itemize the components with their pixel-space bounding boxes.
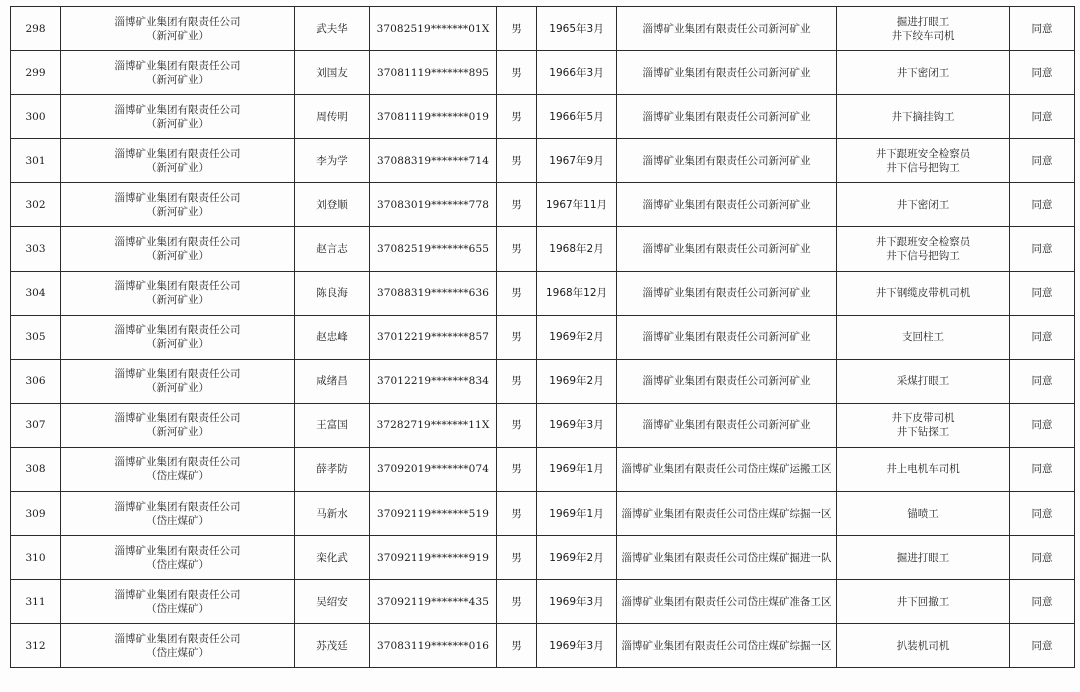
job-cell [837,183,1010,227]
opinion-cell: 同意 [1010,447,1075,491]
unit-cell [61,227,295,271]
unit-cell-line: 淄博矿业集团有限责任公司 [114,456,241,469]
unit-cell-line: 淄博矿业集团有限责任公司 [114,280,241,293]
sex-cell: 男 [497,95,537,139]
job-cell-line: 井下密闭工 [896,198,950,211]
job-cell-line: 掘进打眼工 [896,551,950,564]
date-cell: 1966年3月 [537,51,617,95]
opinion-cell: 同意 [1010,227,1075,271]
table-row [11,7,1075,51]
unit-cell [61,403,295,447]
unit-cell-line: （新河矿业） [146,426,209,439]
table-row [11,403,1075,447]
unit-cell-line: 淄博矿业集团有限责任公司 [114,412,241,425]
unit-cell-line: 淄博矿业集团有限责任公司 [114,103,241,116]
unit-cell [61,580,295,624]
table-row [11,536,1075,580]
unit-cell-line: （岱庄煤矿） [146,470,209,483]
opinion-cell: 同意 [1010,359,1075,403]
unit-cell-line: （岱庄煤矿） [146,558,209,571]
sex-cell: 男 [497,315,537,359]
unit-cell [61,492,295,536]
row-index: 302 [11,183,61,227]
org-cell: 淄博矿业集团有限责任公司新河矿业 [617,403,837,447]
job-cell [837,580,1010,624]
unit-cell [61,183,295,227]
job-cell-line: 掘进打眼工 [896,15,950,28]
id-number-cell: 37081119*******019 [370,95,497,139]
unit-cell-line: （新河矿业） [146,294,209,307]
job-cell-line: 井下信号把钩工 [886,250,960,263]
org-cell: 淄博矿业集团有限责任公司岱庄煤矿综掘一区 [617,624,837,668]
name-cell: 周传明 [295,95,370,139]
row-index: 305 [11,315,61,359]
job-cell-line: 采煤打眼工 [896,375,950,388]
name-cell: 苏茂廷 [295,624,370,668]
sex-cell: 男 [497,139,537,183]
unit-cell-line: 淄博矿业集团有限责任公司 [114,368,241,381]
unit-cell-line: 淄博矿业集团有限责任公司 [114,59,241,72]
table-row [11,624,1075,668]
unit-cell-line: （岱庄煤矿） [146,602,209,615]
opinion-cell: 同意 [1010,139,1075,183]
job-cell-line: 井上电机车司机 [886,463,960,476]
org-cell: 淄博矿业集团有限责任公司岱庄煤矿准备工区 [617,580,837,624]
job-cell-line: 井下回撤工 [896,595,950,608]
table-row [11,139,1075,183]
job-cell-line: 井下钢缆皮带机司机 [875,287,971,300]
name-cell: 马新水 [295,492,370,536]
job-cell [837,51,1010,95]
org-cell: 淄博矿业集团有限责任公司新河矿业 [617,7,837,51]
opinion-cell: 同意 [1010,95,1075,139]
unit-cell [61,139,295,183]
unit-cell-line: （新河矿业） [146,29,209,42]
date-cell: 1969年2月 [537,315,617,359]
date-cell: 1966年5月 [537,95,617,139]
id-number-cell: 37083019*******778 [370,183,497,227]
id-number-cell: 37082519*******655 [370,227,497,271]
opinion-cell: 同意 [1010,7,1075,51]
name-cell: 李为学 [295,139,370,183]
row-index: 306 [11,359,61,403]
job-cell [837,359,1010,403]
id-number-cell: 37012219*******834 [370,359,497,403]
id-number-cell: 37092119*******919 [370,536,497,580]
name-cell: 赵忠峰 [295,315,370,359]
job-cell-line: 井下绞车司机 [891,29,955,42]
personnel-table [10,6,1075,668]
job-cell [837,315,1010,359]
unit-cell-line: 淄博矿业集团有限责任公司 [114,500,241,513]
name-cell: 薛孝防 [295,447,370,491]
id-number-cell: 37081119*******895 [370,51,497,95]
table-row [11,227,1075,271]
job-cell [837,7,1010,51]
date-cell: 1967年11月 [537,183,617,227]
row-index: 309 [11,492,61,536]
table-row [11,447,1075,491]
unit-cell [61,7,295,51]
org-cell: 淄博矿业集团有限责任公司新河矿业 [617,95,837,139]
sex-cell: 男 [497,359,537,403]
row-index: 304 [11,271,61,315]
job-cell-line: 支回柱工 [902,331,944,344]
job-cell-line: 扒装机司机 [896,639,950,652]
date-cell: 1969年3月 [537,403,617,447]
job-cell [837,624,1010,668]
opinion-cell: 同意 [1010,51,1075,95]
job-cell-line: 井下跟班安全检察员 [875,236,971,249]
row-index: 311 [11,580,61,624]
unit-cell-line: （新河矿业） [146,117,209,130]
job-cell [837,536,1010,580]
sex-cell: 男 [497,183,537,227]
name-cell: 栾化武 [295,536,370,580]
job-cell-line: 井下跟班安全检察员 [875,147,971,160]
row-index: 310 [11,536,61,580]
unit-cell-line: 淄博矿业集团有限责任公司 [114,544,241,557]
sex-cell: 男 [497,271,537,315]
unit-cell [61,315,295,359]
name-cell: 王富国 [295,403,370,447]
unit-cell-line: 淄博矿业集团有限责任公司 [114,324,241,337]
date-cell: 1969年2月 [537,536,617,580]
id-number-cell: 37082519*******01X [370,7,497,51]
id-number-cell: 37282719*******11X [370,403,497,447]
unit-cell-line: （新河矿业） [146,382,209,395]
unit-cell [61,447,295,491]
table-row [11,359,1075,403]
opinion-cell: 同意 [1010,536,1075,580]
org-cell: 淄博矿业集团有限责任公司新河矿业 [617,139,837,183]
sex-cell: 男 [497,536,537,580]
name-cell: 陈良海 [295,271,370,315]
unit-cell-line: （新河矿业） [146,250,209,263]
job-cell [837,139,1010,183]
job-cell-line: 井下密闭工 [896,66,950,79]
unit-cell-line: （新河矿业） [146,338,209,351]
id-number-cell: 37092019*******074 [370,447,497,491]
table-row [11,580,1075,624]
job-cell [837,403,1010,447]
id-number-cell: 37088319*******714 [370,139,497,183]
opinion-cell: 同意 [1010,580,1075,624]
name-cell: 咸绪昌 [295,359,370,403]
row-index: 307 [11,403,61,447]
date-cell: 1965年3月 [537,7,617,51]
unit-cell-line: 淄博矿业集团有限责任公司 [114,15,241,28]
row-index: 299 [11,51,61,95]
row-index: 303 [11,227,61,271]
sex-cell: 男 [497,7,537,51]
id-number-cell: 37092119*******435 [370,580,497,624]
date-cell: 1968年2月 [537,227,617,271]
job-cell-line: 井下皮带司机 [891,412,955,425]
date-cell: 1969年3月 [537,580,617,624]
sex-cell: 男 [497,624,537,668]
table-row [11,271,1075,315]
org-cell: 淄博矿业集团有限责任公司新河矿业 [617,183,837,227]
opinion-cell: 同意 [1010,315,1075,359]
opinion-cell: 同意 [1010,403,1075,447]
row-index: 298 [11,7,61,51]
opinion-cell: 同意 [1010,624,1075,668]
job-cell [837,95,1010,139]
org-cell: 淄博矿业集团有限责任公司新河矿业 [617,315,837,359]
sex-cell: 男 [497,227,537,271]
unit-cell [61,95,295,139]
job-cell-line: 井下摘挂钩工 [891,110,955,123]
unit-cell-line: （岱庄煤矿） [146,514,209,527]
unit-cell [61,51,295,95]
org-cell: 淄博矿业集团有限责任公司岱庄煤矿运搬工区 [617,447,837,491]
job-cell [837,492,1010,536]
org-cell: 淄博矿业集团有限责任公司新河矿业 [617,51,837,95]
org-cell: 淄博矿业集团有限责任公司新河矿业 [617,271,837,315]
unit-cell [61,536,295,580]
org-cell: 淄博矿业集团有限责任公司新河矿业 [617,359,837,403]
unit-cell-line: （新河矿业） [146,205,209,218]
name-cell: 武夫华 [295,7,370,51]
date-cell: 1967年9月 [537,139,617,183]
date-cell: 1969年3月 [537,624,617,668]
unit-cell-line: （新河矿业） [146,161,209,174]
job-cell-line: 井下信号把钩工 [886,161,960,174]
unit-cell-line: 淄博矿业集团有限责任公司 [114,191,241,204]
sex-cell: 男 [497,51,537,95]
date-cell: 1968年12月 [537,271,617,315]
table-row [11,315,1075,359]
sex-cell: 男 [497,580,537,624]
table-row [11,95,1075,139]
row-index: 308 [11,447,61,491]
sex-cell: 男 [497,447,537,491]
job-cell [837,447,1010,491]
job-cell [837,227,1010,271]
row-index: 300 [11,95,61,139]
table-row [11,51,1075,95]
row-index: 301 [11,139,61,183]
id-number-cell: 37083119*******016 [370,624,497,668]
unit-cell-line: 淄博矿业集团有限责任公司 [114,236,241,249]
date-cell: 1969年1月 [537,492,617,536]
opinion-cell: 同意 [1010,183,1075,227]
opinion-cell: 同意 [1010,492,1075,536]
org-cell: 淄博矿业集团有限责任公司岱庄煤矿综掘一区 [617,492,837,536]
unit-cell [61,624,295,668]
table-row [11,183,1075,227]
job-cell-line: 井下钻探工 [896,426,950,439]
name-cell: 赵言志 [295,227,370,271]
id-number-cell: 37092119*******519 [370,492,497,536]
name-cell: 刘国友 [295,51,370,95]
name-cell: 刘登顺 [295,183,370,227]
date-cell: 1969年2月 [537,359,617,403]
org-cell: 淄博矿业集团有限责任公司新河矿业 [617,227,837,271]
id-number-cell: 37012219*******857 [370,315,497,359]
sex-cell: 男 [497,403,537,447]
unit-cell-line: （新河矿业） [146,73,209,86]
id-number-cell: 37088319*******636 [370,271,497,315]
unit-cell-line: 淄博矿业集团有限责任公司 [114,147,241,160]
opinion-cell: 同意 [1010,271,1075,315]
unit-cell-line: （岱庄煤矿） [146,646,209,659]
name-cell: 吴绍安 [295,580,370,624]
sex-cell: 男 [497,492,537,536]
table-row [11,492,1075,536]
table-body [11,7,1075,668]
job-cell-line: 锚喷工 [907,507,939,520]
unit-cell [61,271,295,315]
unit-cell-line: 淄博矿业集团有限责任公司 [114,588,241,601]
org-cell: 淄博矿业集团有限责任公司岱庄煤矿掘进一队 [617,536,837,580]
row-index: 312 [11,624,61,668]
job-cell [837,271,1010,315]
date-cell: 1969年1月 [537,447,617,491]
unit-cell-line: 淄博矿业集团有限责任公司 [114,632,241,645]
unit-cell [61,359,295,403]
